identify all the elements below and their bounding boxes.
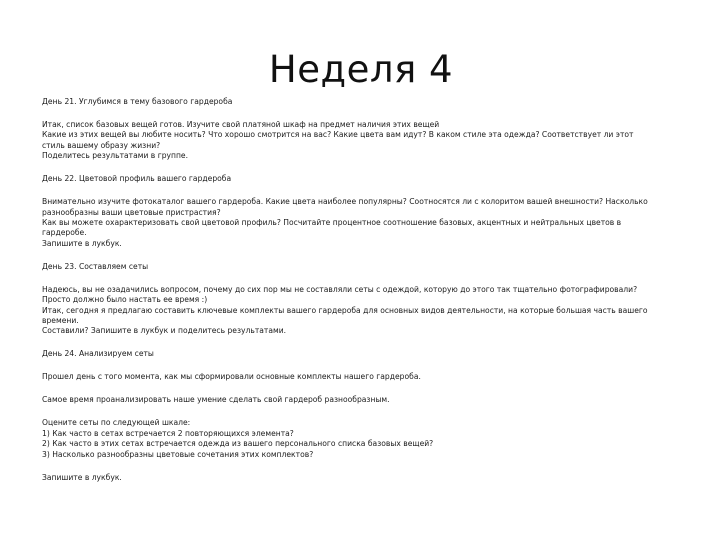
text-line: Надеюсь, вы не озадачились вопросом, почему до сих пор мы не составляли сеты с одеждой, которую до этого так тщательно фотографировали? (42, 284, 638, 294)
text-line: 3) Насколько разнообразны цветовые сочетания этих комплектов? (42, 449, 314, 459)
text-line: Какие из этих вещей вы любите носить? Что хорошо смотрится на вас? Какие цвета вам идут? В каком стиле эта одежда? Соответствует ли этот (42, 130, 634, 140)
text-line: День 23. Составляем сеты (42, 261, 149, 271)
text-paragraph (42, 372, 692, 382)
text-line: Самое время проанализировать наше умение сделать свой гардероб разнообразным. (42, 395, 390, 405)
text-line: Составили? Запишите в лукбук и поделитесь результатами. (42, 326, 287, 336)
text-paragraph (42, 262, 692, 272)
text-paragraph (42, 285, 692, 337)
slide-title-text: Неделя 4 (268, 48, 454, 91)
text-line: Внимательно изучите фотокаталог вашего гардероба. Какие цвета наиболее популярны? Соотносятся ли с колоритом вашей внешности? Насколько (42, 197, 648, 207)
slide-title (0, 48, 720, 91)
text-paragraph (42, 174, 692, 184)
text-paragraph (42, 120, 692, 162)
text-line: Запишите в лукбук. (42, 238, 122, 248)
text-line: Итак, список базовых вещей готов. Изучите свой платяной шкаф на предмет наличия этих вещей (42, 120, 440, 129)
text-paragraph (42, 473, 692, 483)
text-line: Запишите в лукбук. (42, 472, 122, 482)
text-line: 2) Как часто в этих сетах встречается одежда из вашего персонального списка базовых вещей? (42, 439, 434, 449)
text-line: День 21. Углубимся в тему базового гардероба (42, 97, 233, 106)
text-line: День 24. Анализируем сеты (42, 349, 154, 359)
slide-body (42, 97, 692, 496)
text-line: Оцените сеты по следующей шкале: (42, 418, 191, 428)
text-paragraph (42, 349, 692, 359)
text-line: Просто должно было настать ее время :) (42, 295, 208, 305)
text-line: времени. (42, 316, 79, 326)
text-line: Прошел день с того момента, как мы сформировали основные комплекты нашего гардероба. (42, 372, 421, 382)
text-line: 1) Как часто в сетах встречается 2 повторяющихся элемента? (42, 428, 294, 438)
text-line: День 22. Цветовой профиль вашего гардероба (42, 174, 232, 184)
text-line: Как вы можете охарактеризовать свой цветовой профиль? Посчитайте процентное соотношение базовых, акцентных и нейтральных цветов в (42, 218, 622, 228)
text-paragraph (42, 395, 692, 405)
text-line: гардеробе. (42, 228, 87, 238)
text-paragraph (42, 97, 692, 107)
text-paragraph (42, 197, 692, 249)
text-line: стиль вашему образу жизни? (42, 140, 161, 150)
text-line: Итак, сегодня я предлагаю составить ключевые комплекты вашего гардероба для основных видов деятельности, на которые большая часть вашего (42, 305, 648, 315)
text-paragraph (42, 418, 692, 460)
text-line: Поделитесь результатами в группе. (42, 151, 189, 161)
text-line: разнообразны ваши цветовые пристрастия? (42, 207, 221, 217)
